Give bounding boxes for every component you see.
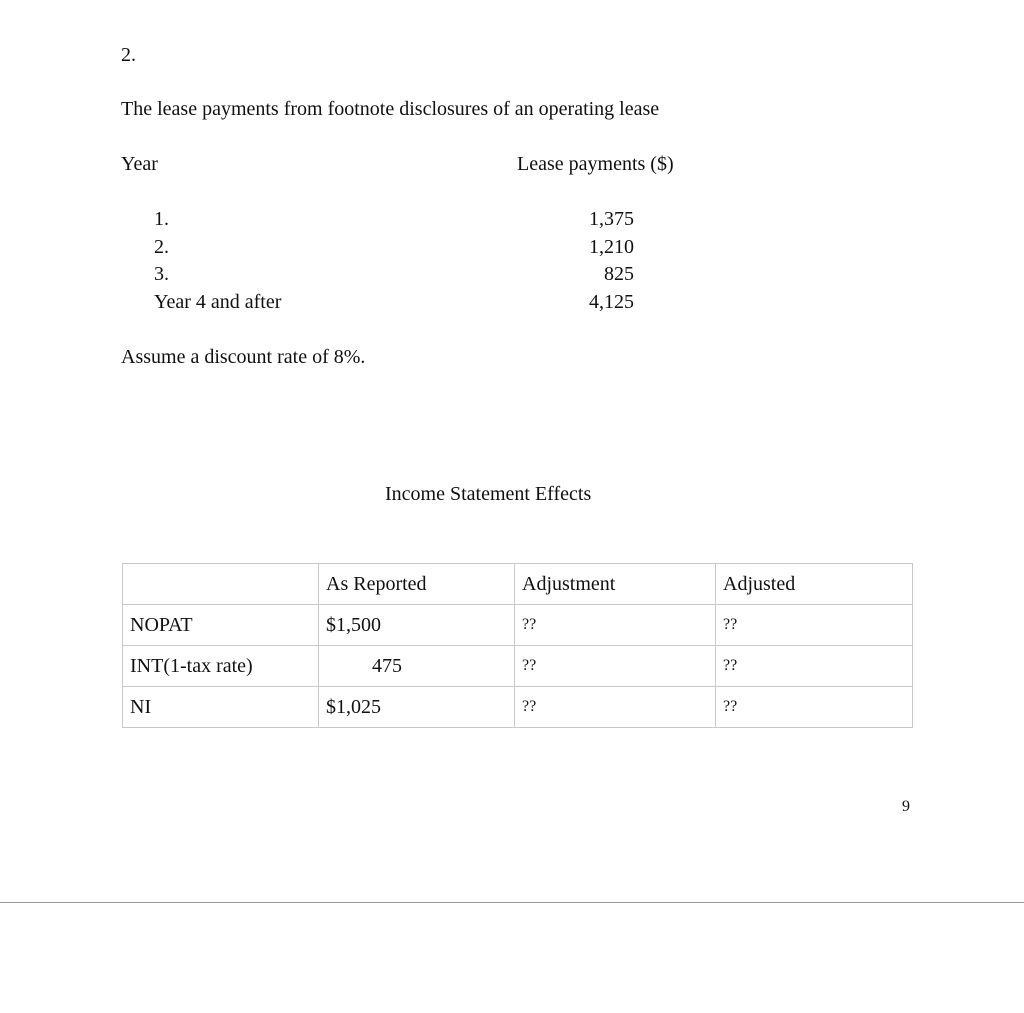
- discount-rate-assumption: Assume a discount rate of 8%.: [121, 346, 366, 368]
- adjusted-value: ??: [716, 687, 913, 728]
- lease-row: [154, 207, 634, 235]
- adjustment-value: ??: [515, 646, 716, 687]
- adjusted-value: ??: [716, 605, 913, 646]
- header-adjusted: Adjusted: [716, 564, 913, 605]
- adjustment-value: ??: [515, 687, 716, 728]
- year-column-header: Year: [121, 153, 158, 175]
- table-header-row: [123, 564, 913, 605]
- table-row: [123, 605, 913, 646]
- question-number: 2.: [121, 44, 136, 66]
- lease-row: [154, 235, 634, 263]
- row-label: NI: [123, 687, 319, 728]
- income-statement-title: Income Statement Effects: [385, 483, 592, 505]
- lease-year: Year 4 and after: [154, 291, 282, 313]
- lease-payment: 1,210: [589, 236, 634, 258]
- lease-payment: 4,125: [589, 291, 634, 313]
- as-reported-value: 475: [319, 646, 515, 687]
- lease-payment: 825: [604, 263, 634, 285]
- page-number: 9: [902, 798, 910, 815]
- lease-year: 3.: [154, 263, 169, 285]
- lease-year: 2.: [154, 236, 169, 258]
- page-divider: [0, 902, 1024, 903]
- lease-row: [154, 290, 634, 318]
- header-adjustment: Adjustment: [515, 564, 716, 605]
- lease-payment: 1,375: [589, 208, 634, 230]
- lease-year: 1.: [154, 208, 169, 230]
- adjustment-value: ??: [515, 605, 716, 646]
- row-label: NOPAT: [123, 605, 319, 646]
- intro-text: The lease payments from footnote disclosures of an operating lease: [121, 98, 660, 120]
- table-row: [123, 646, 913, 687]
- lease-payments-column-header: Lease payments ($): [517, 153, 674, 175]
- header-cell-empty: [123, 564, 319, 605]
- table-row: [123, 687, 913, 728]
- as-reported-value: $1,500: [319, 605, 515, 646]
- row-label: INT(1-tax rate): [123, 646, 319, 687]
- lease-row: [154, 262, 634, 290]
- income-statement-table: [122, 563, 913, 728]
- as-reported-value: $1,025: [319, 687, 515, 728]
- header-as-reported: As Reported: [319, 564, 515, 605]
- adjusted-value: ??: [716, 646, 913, 687]
